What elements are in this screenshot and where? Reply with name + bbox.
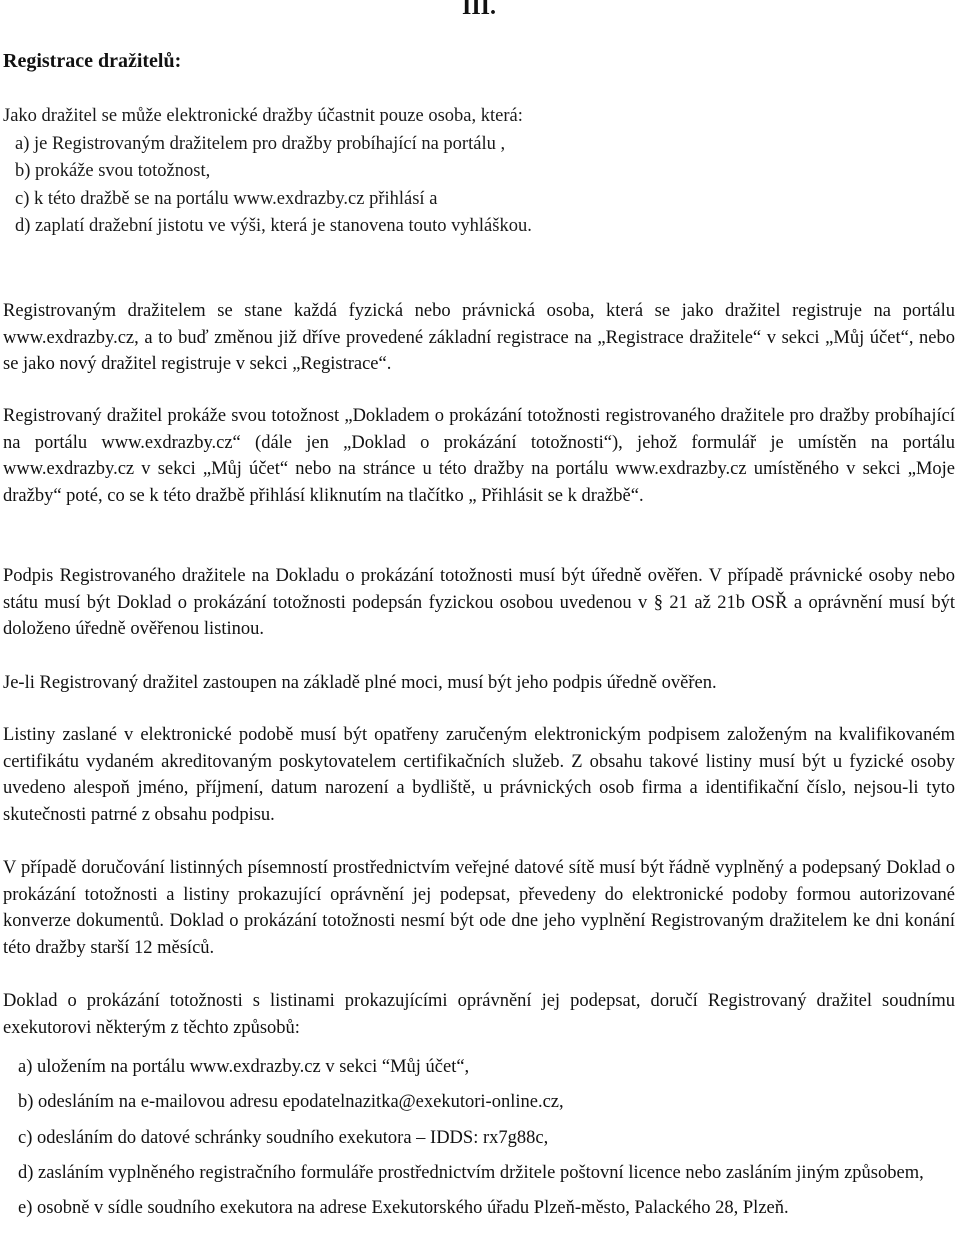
delivery-method-b: b) odesláním na e-mailovou adresu epodatelnazitka@exekutori-online.cz, xyxy=(18,1092,564,1113)
delivery-methods-list xyxy=(3,1054,955,1230)
intro-item-a: a) je Registrovaným dražitelem pro dražby probíhající na portálu , xyxy=(15,133,506,154)
intro-item-b: b) prokáže svou totožnost, xyxy=(15,161,211,181)
paragraph-signature-verification: Podpis Registrovaného dražitele na Dokladu o prokázání totožnosti musí být úředně ověřen. V případě právnické osoby nebo státu musí být Doklad o prokázání totožnosti podepsán fyzickou osobou uvedenou v § 21 až 21b OSŘ a oprávnění musí být doloženo úředně ověřenou listinou. xyxy=(3,566,955,639)
paragraph-electronic-documents: Listiny zaslané v elektronické podobě musí být opatřeny zaručeným elektronickým podpisem založeným na kvalifikovaném certifikátu vydaném akreditovaným poskytovatelem certifikačních služeb. Z obsahu takové listiny musí být u fyzické osoby uvedeno alespoň jméno, příjmení, datum narození a bydliště, u právnických osob firma a identifikační číslo, nejsou-li tyto skutečnosti patrné z obsahu podpisu. xyxy=(3,725,955,825)
paragraph-data-network: V případě doručování listinných písemností prostřednictvím veřejné datové sítě musí být řádně vyplněný a podepsaný Doklad o prokázání totožnosti a listiny prokazující oprávnění jej podepsat, převedeny do elektronické podoby formou autorizované konverze dokumentů. Doklad o prokázání totožnosti nesmí být ode dne jeho vyplnění Registrovaným dražitelem ke dni konání této dražby starší 12 měsíců. xyxy=(3,858,955,958)
delivery-method-e: e) osobně v sídle soudního exekutora na adrese Exekutorského úřadu Plzeň-město, Palackého 28, Plzeň. xyxy=(18,1198,789,1219)
delivery-method-c: c) odesláním do datové schránky soudního exekutora – IDDS: rx7g88c, xyxy=(18,1127,549,1148)
paragraph-power-of-attorney: Je-li Registrovaný dražitel zastoupen na základě plné moci, musí být jeho podpis úředně ověřen. xyxy=(3,673,717,693)
intro-item-c: c) k této dražbě se na portálu www.exdrazby.cz přihlásí a xyxy=(15,188,438,209)
section-heading: Registrace dražitelů: xyxy=(3,50,182,72)
delivery-method-a: a) uložením na portálu www.exdrazby.cz v sekci “Můj účet“, xyxy=(18,1057,470,1077)
paragraph-identity-proof: Registrovaný dražitel prokáže svou totožnost „Dokladem o prokázání totožnosti registrovaného dražitele pro dražby probíhající na portálu www.exdrazby.cz“ (dále jen „Doklad o prokázání totožnosti“), jehož formulář je umístěn na portálu www.exdrazby.cz v sekci „Můj účet“ nebo na stránce u této dražby na portálu www.exdrazby.cz umístěného v sekci „Moje dražby“ poté, co se k této dražbě přihlásí kliknutím na tlačítko „ Přihlásit se k dražbě“. xyxy=(3,406,955,506)
paragraph-delivery-ways: Doklad o prokázání totožnosti s listinami prokazujícími oprávnění jej podepsat, doručí Registrovaný dražitel soudnímu exekutorovi některým z těchto způsobů: xyxy=(3,991,955,1038)
intro-block xyxy=(3,103,953,241)
delivery-method-d: d) zasláním vyplněného registračního formuláře prostřednictvím držitele poštovní licence nebo zasláním jiným způsobem, xyxy=(18,1162,924,1183)
paragraph-registration: Registrovaným dražitelem se stane každá fyzická nebo právnická osoba, která se jako dražitel registruje na portálu www.exdrazby.cz, a to buď změnou již dříve provedené základní registrace na „Registrace dražitele“ v sekci „Můj účet“, nebo se jako nový dražitel registruje v sekci „Registrace“. xyxy=(3,301,955,374)
section-number: III. xyxy=(462,0,497,20)
intro-item-d: d) zaplatí dražební jistotu ve výši, která je stanovena touto vyhláškou. xyxy=(15,216,532,236)
intro-lead: Jako dražitel se může elektronické dražby účastnit pouze osoba, která: xyxy=(3,106,523,126)
